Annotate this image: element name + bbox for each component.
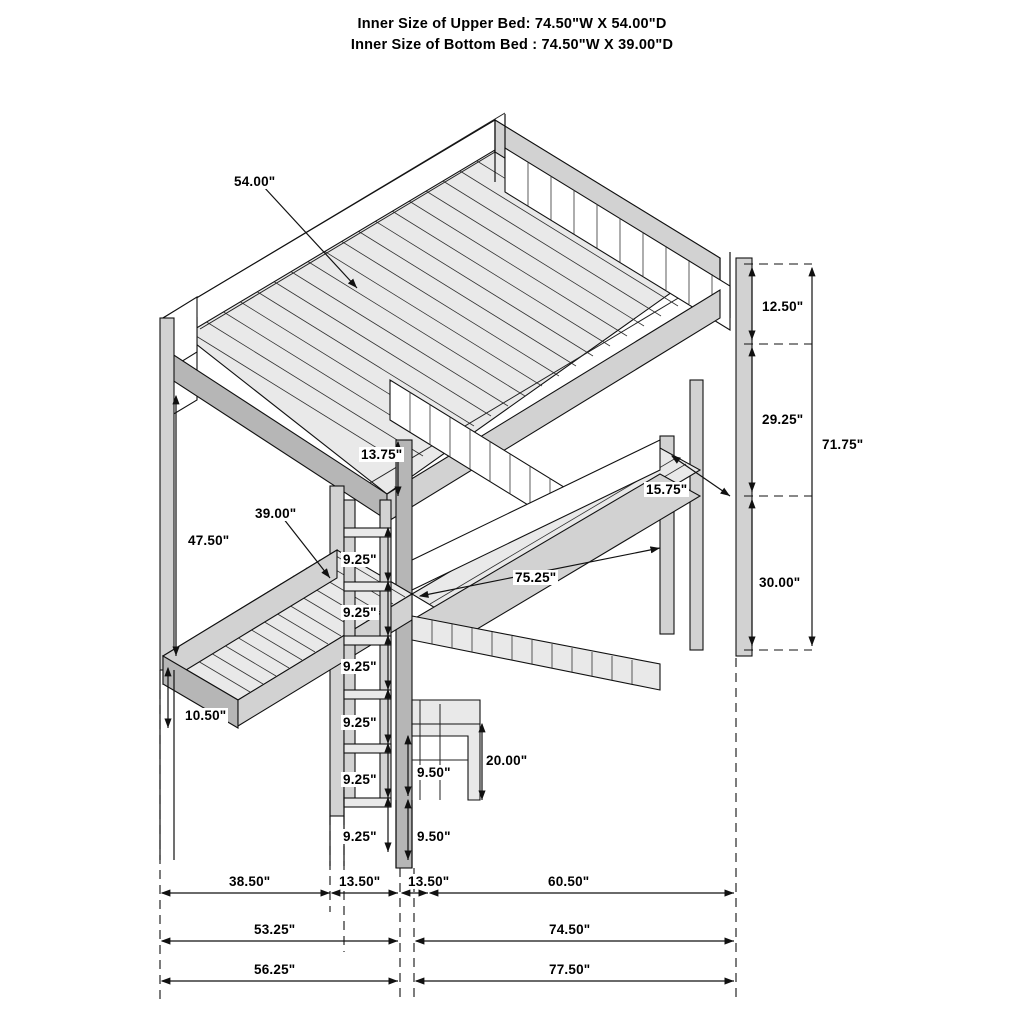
dimension-label-rung-spacing-6: 9.25" xyxy=(343,829,377,844)
dimension-label-bed-length: 75.25" xyxy=(515,570,557,585)
dimension-label-upper-bed-depth: 54.00" xyxy=(234,174,276,189)
dimension-label-overall-height: 71.75" xyxy=(822,437,864,452)
dimension-label-bottom-overall-1: 53.25" xyxy=(254,922,296,937)
title-line-upper-bed: Inner Size of Upper Bed: 74.50"W X 54.00"D xyxy=(357,16,667,32)
dimension-label-upper-clearance: 29.25" xyxy=(762,412,804,427)
dimension-label-rung-spacing-1: 9.25" xyxy=(343,552,377,567)
dimension-label-lower-deck-height: 10.50" xyxy=(185,708,227,723)
dimension-label-desk-height: 20.00" xyxy=(486,753,528,768)
dimension-label-bottom-bed-width: 38.50" xyxy=(229,874,271,889)
title-line-bottom-bed: Inner Size of Bottom Bed : 74.50"W X 39.00"D xyxy=(350,37,674,53)
dimension-label-rung-spacing-3: 9.25" xyxy=(343,659,377,674)
dimension-label-upper-span: 60.50" xyxy=(548,874,590,889)
dimension-label-rung-spacing-5: 9.25" xyxy=(343,772,377,787)
dimension-label-desk-rung-2: 9.50" xyxy=(417,829,451,844)
dimension-label-upper-guard-rail-height: 12.50" xyxy=(762,299,804,314)
dimension-label-bottom-bed-depth: 39.00" xyxy=(255,506,297,521)
dimension-label-rung-spacing-4: 9.25" xyxy=(343,715,377,730)
dimension-label-upper-bed-width: 74.50" xyxy=(549,922,591,937)
dimension-label-bottom-overall-2: 56.25" xyxy=(254,962,296,977)
dimension-label-ladder-width: 13.50" xyxy=(339,874,381,889)
dimension-label-desk-gap: 13.50" xyxy=(408,874,450,889)
dimension-label-rung-spacing-2: 9.25" xyxy=(343,605,377,620)
dimension-label-lower-clearance: 30.00" xyxy=(759,575,801,590)
dimension-label-ladder-offset: 15.75" xyxy=(646,482,688,497)
dimension-label-overall-width: 77.50" xyxy=(549,962,591,977)
dimension-label-upper-deck-height: 47.50" xyxy=(188,533,230,548)
dimension-label-desk-rung-1: 9.50" xyxy=(417,765,451,780)
dimension-label-lower-rail-height: 13.75" xyxy=(361,447,403,462)
